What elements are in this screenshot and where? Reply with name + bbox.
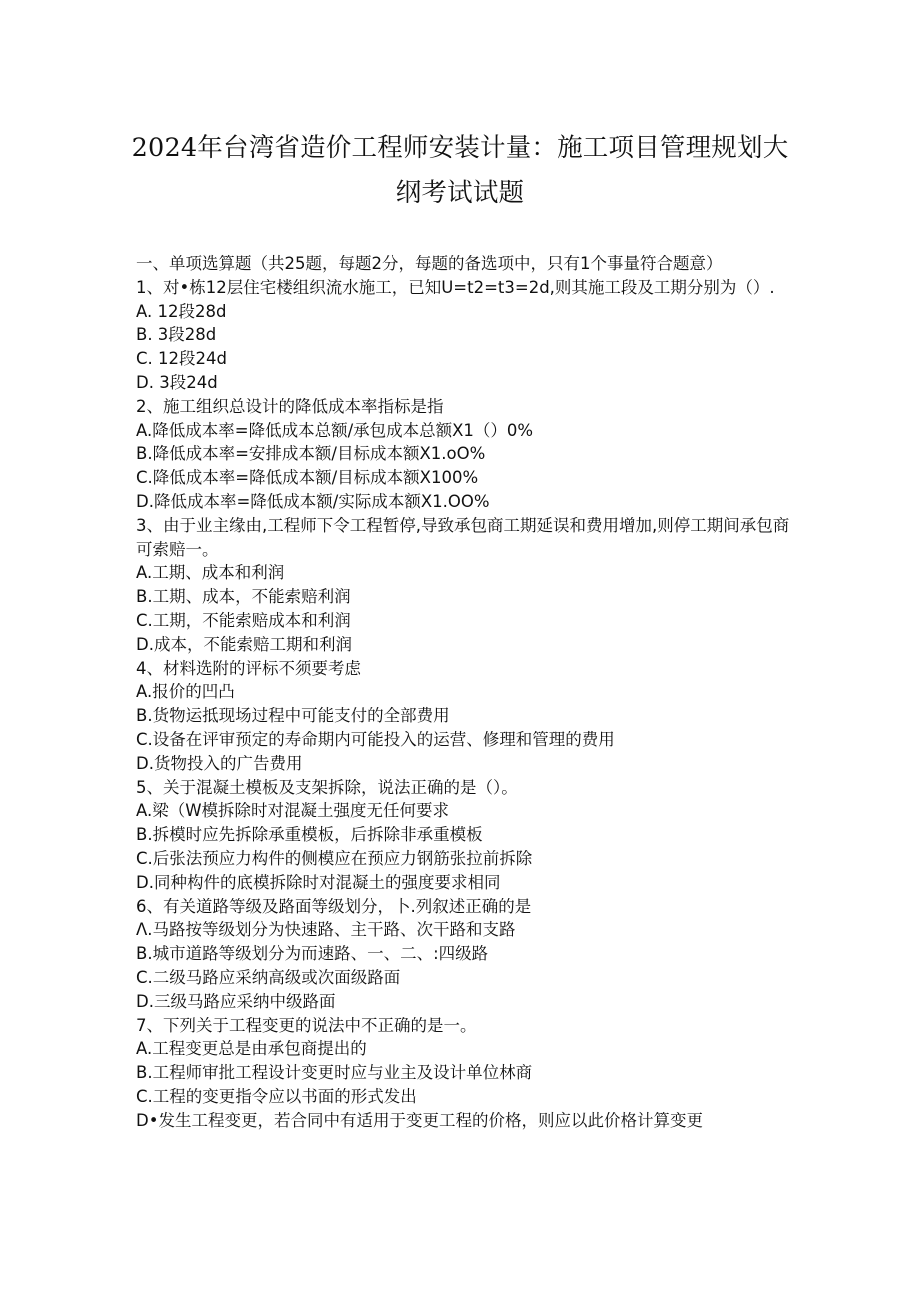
question-7-option-d: D•发生工程变更，若合同中有适用于变更工程的价格，则应以此价格计算变更 — [136, 1110, 703, 1130]
question-6-option-b: B.城市道路等级划分为而速路、一、二、:四级路 — [136, 944, 489, 964]
question-2-stem: 2、施工组织总设计的降低成本率指标是指 — [136, 396, 444, 416]
question-2-option-a: A.降低成本率=降低成本总额/承包成本总额X1（）0% — [136, 420, 534, 440]
question-5-option-b: B.拆模时应先拆除承重模板，后拆除非承重模板 — [136, 825, 483, 845]
question-1-option-a: A. 12段28d — [136, 301, 227, 321]
question-3-stem: 3、由于业主缘由,工程师下令工程暂停,导致承包商工期延误和费用增加,则停工期间承包商可索赔一。 — [136, 515, 790, 559]
question-3-option-b: B.工期、成本，不能索赔利润 — [136, 587, 351, 607]
question-2-option-b: B.降低成本率=安排成本额/目标成本额X1.oO% — [136, 444, 486, 464]
document-body — [136, 252, 790, 1132]
question-3-option-c: C.工期，不能索赔成本和利润 — [136, 610, 351, 630]
question-6-option-d: D.三级马路应采纳中级路面 — [136, 991, 336, 1011]
question-6-option-a: Λ.马路按等级划分为快速路、主干路、次干路和支路 — [136, 920, 516, 940]
question-4-option-c: C.设备在评审预定的寿命期内可能投入的运营、修理和管理的费用 — [136, 729, 615, 749]
question-2-option-c: C.降低成本率=降低成本额/目标成本额X100% — [136, 468, 479, 488]
question-1-option-b: B. 3段28d — [136, 325, 217, 345]
question-5-stem: 5、关于混凝土模板及支架拆除，说法正确的是（）。 — [136, 777, 518, 797]
question-7-option-a: A.工程变更总是由承包商提出的 — [136, 1039, 367, 1059]
title-line-2: 纲考试试题 — [395, 178, 525, 208]
title-line-1: 2024年台湾省造价工程师安装计量：施工项目管理规划大 — [131, 133, 789, 163]
document-title — [120, 126, 800, 216]
question-3-option-a: A.工期、成本和利润 — [136, 563, 285, 583]
question-5-option-a: A.梁（W模拆除时对混凝土强度无任何要求 — [136, 801, 450, 821]
question-4-option-a: A.报价的凹凸 — [136, 682, 235, 702]
question-7-stem: 7、下列关于工程变更的说法中不正确的是一。 — [136, 1015, 477, 1035]
question-1-stem: 1、对•栋12层住宅楼组织流水施工，已知U=t2=t3=2d,则其施工段及工期分别为（）. — [136, 277, 775, 297]
question-5-option-c: C.后张法预应力构件的侧模应在预应力钢筋张拉前拆除 — [136, 848, 533, 868]
question-4-option-d: D.货物投入的广告费用 — [136, 753, 303, 773]
question-6-stem: 6、有关道路等级及路面等级划分，卜.列叙述正确的是 — [136, 896, 532, 916]
question-5-option-d: D.同种构件的底模拆除时对混凝土的强度要求相同 — [136, 872, 501, 892]
question-7-option-b: B.工程师审批工程设计变更时应与业主及设计单位林商 — [136, 1063, 533, 1083]
question-1-option-c: C. 12段24d — [136, 349, 227, 369]
question-6-option-c: C.二级马路应采纳高级或次面级路面 — [136, 967, 401, 987]
question-3-option-d: D.成本，不能索赔工期和利润 — [136, 634, 352, 654]
question-4-option-b: B.货物运抵现场过程中可能支付的全部费用 — [136, 706, 450, 726]
question-4-stem: 4、材料选附的评标不须要考虑 — [136, 658, 361, 678]
question-1-option-d: D. 3段24d — [136, 372, 218, 392]
question-7-option-c: C.工程的变更指令应以书面的形式发出 — [136, 1086, 417, 1106]
question-2-option-d: D.降低成本率=降低成本额/实际成本额X1.OO% — [136, 491, 490, 511]
section-header: 一、单项选算题（共25题，每题2分，每题的备选项中，只有1个事量符合题意） — [136, 254, 723, 273]
